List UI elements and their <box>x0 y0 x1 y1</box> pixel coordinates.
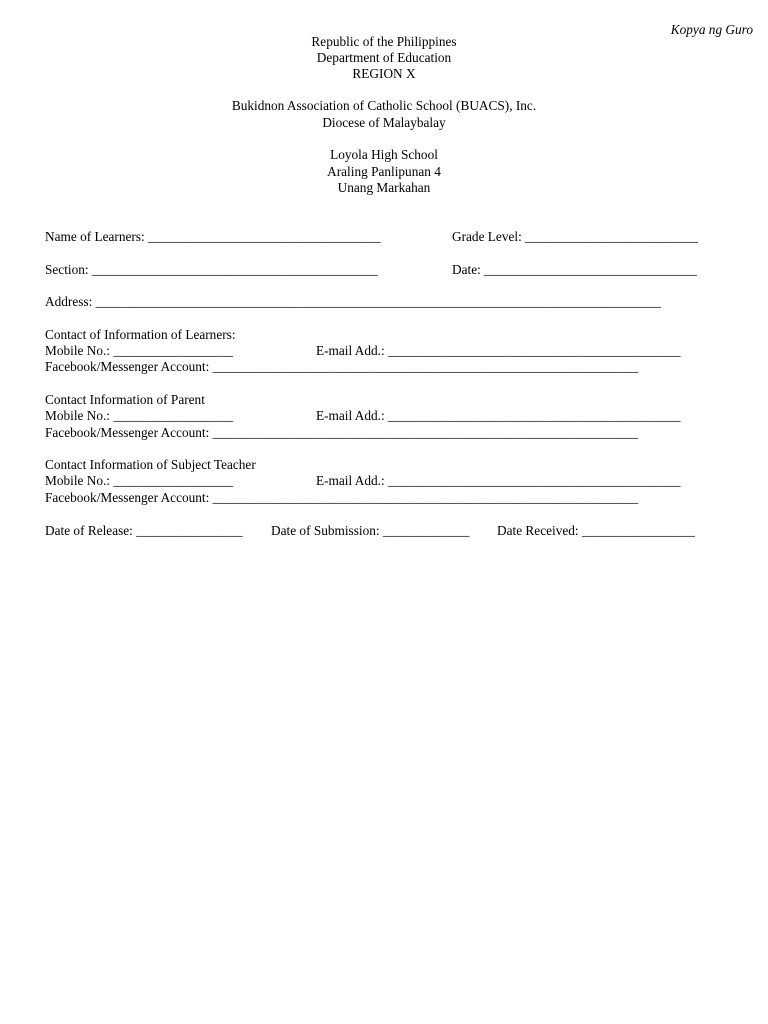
header-line-diocese: Diocese of Malaybalay <box>322 115 446 130</box>
header-line-school: Loyola High School <box>330 147 438 162</box>
header-line-republic: Republic of the Philippines <box>311 34 457 49</box>
header-line-subject: Araling Panlipunan 4 <box>327 164 441 179</box>
section-field[interactable]: Section: ___________________________________________ <box>45 262 378 277</box>
copy-label: Kopya ng Guro <box>670 22 753 37</box>
parent-contact-heading: Contact Information of Parent <box>45 392 205 407</box>
learner-email-field[interactable]: E-mail Add.: ____________________________________________ <box>316 343 681 358</box>
learner-mobile-field[interactable]: Mobile No.: __________________ <box>45 343 234 358</box>
date-field[interactable]: Date: ________________________________ <box>452 262 697 277</box>
teacher-mobile-field[interactable]: Mobile No.: __________________ <box>45 473 234 488</box>
parent-mobile-field[interactable]: Mobile No.: __________________ <box>45 408 234 423</box>
teacher-email-field[interactable]: E-mail Add.: ____________________________________________ <box>316 473 681 488</box>
learner-contact-heading: Contact of Information of Learners: <box>45 327 236 342</box>
teacher-facebook-field[interactable]: Facebook/Messenger Account: ________________________________________________________________ <box>45 490 639 505</box>
teacher-contact-heading: Contact Information of Subject Teacher <box>45 457 256 472</box>
parent-email-field[interactable]: E-mail Add.: ____________________________________________ <box>316 408 681 423</box>
header-line-deped: Department of Education <box>316 50 452 65</box>
date-of-release-field[interactable]: Date of Release: ________________ <box>45 523 243 538</box>
date-received-field[interactable]: Date Received: _________________ <box>497 523 695 538</box>
header-line-association: Bukidnon Association of Catholic School (BUACS), Inc. <box>231 98 537 113</box>
address-field[interactable]: Address: _____________________________________________________________________________________ <box>45 294 661 309</box>
grade-level-field[interactable]: Grade Level: __________________________ <box>452 229 698 244</box>
name-of-learners-field[interactable]: Name of Learners: ___________________________________ <box>45 229 381 244</box>
date-of-submission-field[interactable]: Date of Submission: _____________ <box>271 523 470 538</box>
learner-facebook-field[interactable]: Facebook/Messenger Account: ________________________________________________________________ <box>45 359 639 374</box>
header-line-region: REGION X <box>352 66 416 81</box>
parent-facebook-field[interactable]: Facebook/Messenger Account: ________________________________________________________________ <box>45 425 639 440</box>
header-line-quarter: Unang Markahan <box>337 180 431 195</box>
